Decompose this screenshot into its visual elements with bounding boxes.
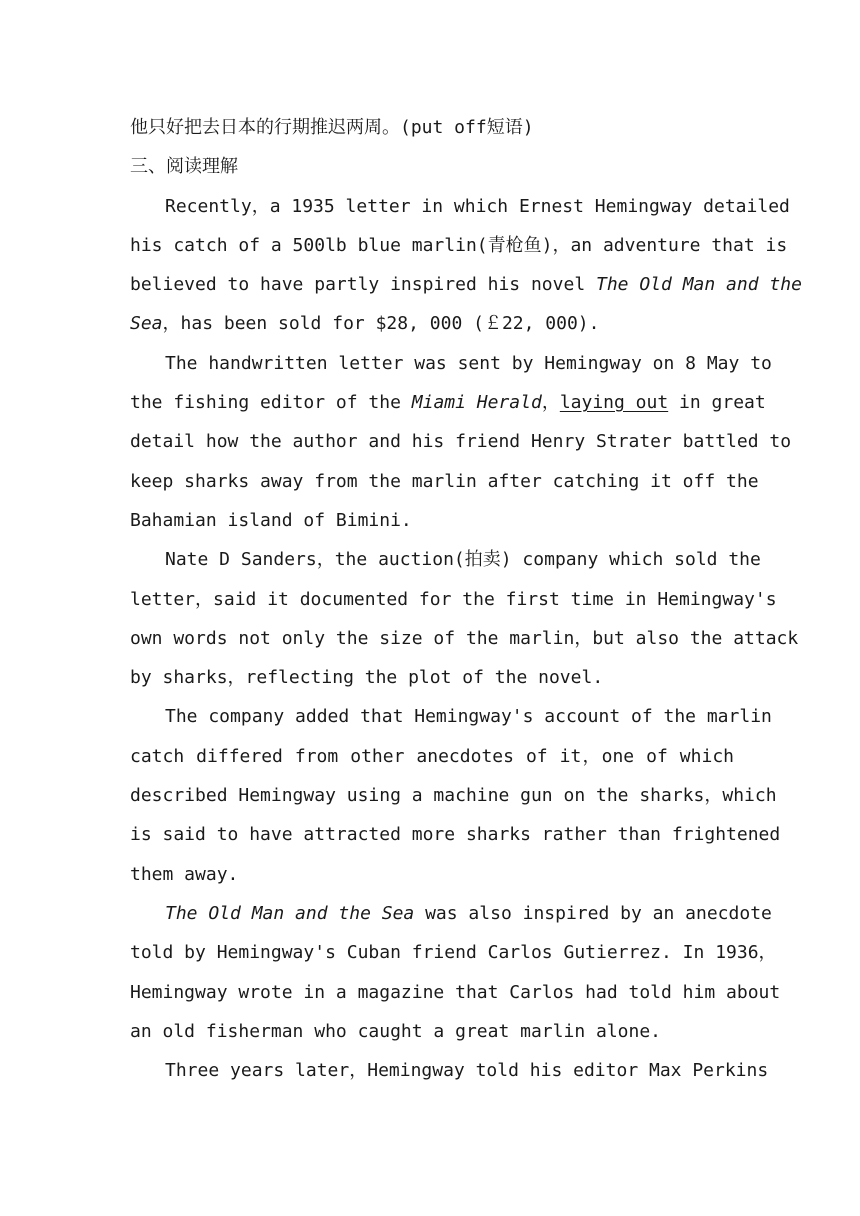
paragraph-5-line-4 bbox=[130, 1012, 734, 1051]
text-run: his catch of a 500lb blue marlin(青枪鱼)，an adventure that is bbox=[130, 234, 788, 256]
paragraph-5-line-3 bbox=[130, 973, 781, 1012]
text-run: is said to have attracted more sharks rather than frightened bbox=[130, 824, 781, 846]
text-run: ， bbox=[541, 392, 560, 414]
text-run: Three years later，Hemingway told his editor Max Perkins bbox=[165, 1060, 769, 1082]
document-page bbox=[130, 108, 802, 1090]
text-run: by sharks，reflecting the plot of the novel. bbox=[130, 667, 604, 689]
paragraph-2-line-5 bbox=[130, 501, 734, 540]
text-run: an old fisherman who caught a great marlin alone. bbox=[130, 1020, 662, 1042]
text-run: Hemingway wrote in a magazine that Carlos had told him about bbox=[130, 981, 781, 1003]
paragraph-1-line-2 bbox=[130, 226, 788, 265]
paragraph-3-line-1 bbox=[130, 540, 761, 579]
exercise-text: 他只好把去日本的行期推迟两周。(put off短语) bbox=[130, 117, 534, 138]
text-run: described Hemingway using a machine gun on the sharks，which bbox=[130, 785, 777, 807]
text-run: them away. bbox=[130, 863, 239, 885]
paragraph-4-line-3 bbox=[130, 776, 777, 815]
text-run: told by Hemingway's Cuban friend Carlos Gutierrez. In 1936， bbox=[130, 942, 777, 964]
paragraph-5-line-2 bbox=[130, 933, 777, 972]
paragraph-1-line-1 bbox=[130, 187, 790, 226]
text-run: keep sharks away from the marlin after catching it off the bbox=[130, 470, 759, 492]
text-run: ，has been sold for $28, 000 (￡22, 000). bbox=[162, 313, 600, 335]
text-run: believed to have partly inspired his novel bbox=[130, 274, 596, 296]
text-run: Nate D Sanders，the auction(拍卖) company which sold the bbox=[165, 549, 761, 571]
paragraph-3-line-2 bbox=[130, 580, 777, 619]
novel-title-italic: The Old Man and the bbox=[596, 274, 802, 296]
paragraph-4-line-1 bbox=[130, 697, 772, 736]
paragraph-1-line-3 bbox=[130, 265, 802, 304]
text-run: the fishing editor of the bbox=[130, 392, 412, 414]
paragraph-2-line-2 bbox=[130, 383, 766, 422]
paragraph-4-line-4 bbox=[130, 815, 781, 854]
section-heading bbox=[130, 147, 734, 186]
underlined-phrase: laying out bbox=[559, 392, 669, 414]
text-run: detail how the author and his friend Henry Strater battled to bbox=[130, 431, 792, 453]
paragraph-3-line-3 bbox=[130, 619, 799, 658]
paragraph-2-line-1 bbox=[130, 344, 772, 383]
paragraph-6-line-1 bbox=[130, 1051, 769, 1090]
text-run: catch differed from other anecdotes of it，one of which bbox=[130, 745, 734, 767]
paragraph-2-line-4 bbox=[130, 462, 759, 501]
text-run: was also inspired by an anecdote bbox=[414, 902, 772, 924]
text-run: Bahamian island of Bimini. bbox=[130, 509, 412, 531]
text-run: Recently，a 1935 letter in which Ernest Hemingway detailed bbox=[165, 195, 790, 217]
text-run: The handwritten letter was sent by Hemingway on 8 May to bbox=[165, 352, 772, 374]
paragraph-3-line-4 bbox=[130, 658, 734, 697]
text-run: The company added that Hemingway's account of the marlin bbox=[165, 706, 772, 728]
novel-title-italic: Sea bbox=[130, 313, 163, 335]
section-heading-text: 三、阅读理解 bbox=[130, 156, 238, 178]
paragraph-5-line-1 bbox=[130, 894, 772, 933]
novel-title-italic: The Old Man and the Sea bbox=[165, 902, 415, 924]
text-run: letter，said it documented for the first time in Hemingway's bbox=[130, 588, 777, 610]
exercise-line bbox=[130, 108, 734, 147]
newspaper-title-italic: Miami Herald bbox=[411, 392, 542, 414]
paragraph-2-line-3 bbox=[130, 422, 792, 461]
paragraph-4-line-5 bbox=[130, 855, 734, 894]
paragraph-1-line-4 bbox=[130, 304, 734, 343]
text-run: own words not only the size of the marlin，but also the attack bbox=[130, 627, 799, 649]
text-run: in great bbox=[668, 392, 766, 414]
paragraph-4-line-2 bbox=[130, 737, 734, 776]
